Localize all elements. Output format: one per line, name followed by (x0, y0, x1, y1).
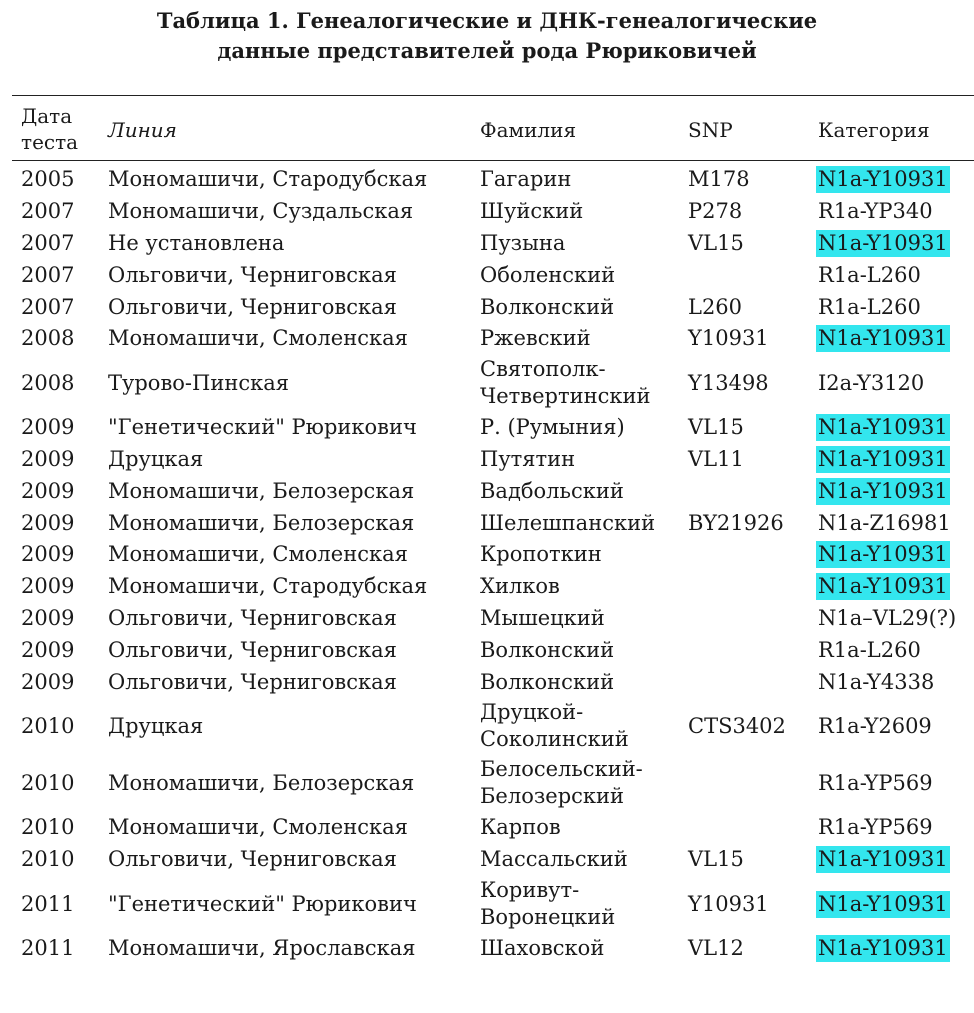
table-row (0, 355, 974, 412)
cell-line-text: Мономашичи, Белозерская (108, 510, 415, 535)
cell-line-text: Мономашичи, Белозерская (108, 770, 415, 795)
cell-line (108, 164, 427, 196)
cell-line-text: Ольговичи, Черниговская (108, 294, 397, 319)
cell-surname (480, 412, 625, 444)
cell-surname-lines (480, 541, 602, 568)
cell-year (21, 444, 74, 476)
cell-surname-lines (480, 846, 628, 873)
cell-snp-text: CTS3402 (688, 713, 786, 738)
cell-line (108, 259, 397, 291)
cell-surname-lines (480, 573, 560, 600)
cell-line (108, 933, 416, 965)
cell-surname-text: Кропоткин (480, 542, 602, 567)
cell-surname-lines (480, 166, 571, 193)
cell-surname-lines (480, 198, 583, 225)
header-category: Категория (818, 118, 930, 142)
cell-snp-text: VL15 (688, 230, 744, 255)
cell-category-text: R1a-L260 (818, 294, 921, 319)
cell-surname-text: Р. (Румыния) (480, 415, 625, 440)
cell-snp (688, 355, 769, 412)
cell-surname (480, 539, 602, 571)
cell-category (818, 812, 933, 844)
cell-surname-lines (480, 699, 629, 753)
cell-category (818, 444, 950, 476)
cell-year-text: 2009 (21, 637, 75, 662)
cell-category (818, 475, 950, 507)
cell-surname-text: Шуйский (480, 199, 584, 224)
cell-category-text: R1a-YP569 (818, 770, 933, 795)
table-row (0, 164, 974, 196)
cell-year-text: 2010 (21, 847, 75, 872)
cell-year (21, 291, 74, 323)
table-row (0, 755, 974, 812)
cell-snp (688, 323, 769, 355)
cell-surname-text: Четвертинский (480, 384, 651, 409)
cell-year (21, 698, 74, 755)
cell-line-text: Друцкая (108, 713, 204, 738)
table-row (0, 812, 974, 844)
cell-category (818, 634, 921, 666)
cell-line (108, 475, 414, 507)
header-line: Линия (108, 118, 177, 142)
cell-snp (688, 933, 744, 965)
table-row (0, 571, 974, 603)
cell-year-text: 2009 (21, 605, 75, 630)
cell-surname (480, 259, 615, 291)
cell-category (818, 259, 921, 291)
table-row (0, 323, 974, 355)
cell-surname (480, 812, 561, 844)
cell-surname-text: Соколинский (480, 727, 629, 752)
cell-surname-text: Ржевский (480, 326, 591, 351)
cell-line (108, 844, 397, 876)
cell-line (108, 571, 427, 603)
cell-category (818, 876, 950, 933)
cell-line-text: "Генетический" Рюрикович (108, 891, 417, 916)
table-row (0, 539, 974, 571)
cell-category-text: N1a–VL29(?) (818, 605, 957, 630)
cell-surname-lines (480, 877, 615, 931)
cell-snp (688, 412, 744, 444)
cell-year (21, 323, 74, 355)
table-row (0, 259, 974, 291)
table-row (0, 933, 974, 965)
cell-surname (480, 355, 650, 412)
cell-line (108, 876, 417, 933)
cell-year (21, 164, 74, 196)
cell-line (108, 412, 417, 444)
cell-surname (480, 755, 643, 812)
header-surname: Фамилия (480, 118, 577, 142)
cell-surname-text: Вадбольский (480, 478, 624, 503)
cell-category-text: R1a-L260 (818, 262, 921, 287)
table-row (0, 196, 974, 228)
cell-surname-lines (480, 478, 624, 505)
cell-year-text: 2011 (21, 891, 75, 916)
table-row (0, 507, 974, 539)
cell-surname-text: Друцкой- (480, 700, 584, 725)
table-row (0, 412, 974, 444)
cell-surname-lines (480, 935, 604, 962)
cell-year-text: 2009 (21, 415, 75, 440)
cell-category (818, 755, 933, 812)
cell-line (108, 698, 203, 755)
cell-line-text: Мономашичи, Смоленская (108, 326, 408, 351)
cell-year-text: 2010 (21, 713, 75, 738)
cell-year (21, 412, 74, 444)
cell-year-text: 2009 (21, 446, 75, 471)
cell-surname-text: Массальский (480, 847, 628, 872)
category-highlight: N1a-Y10931 (818, 847, 948, 872)
category-highlight: N1a-Y10931 (818, 574, 948, 599)
table-row (0, 844, 974, 876)
category-highlight: N1a-Y10931 (818, 326, 948, 351)
cell-line (108, 634, 397, 666)
cell-year (21, 259, 74, 291)
cell-line (108, 228, 284, 260)
cell-snp-text: VL11 (688, 446, 744, 471)
cell-line-text: Мономашичи, Стародубская (108, 167, 428, 192)
header-bottom-rule (12, 160, 974, 161)
category-highlight: N1a-Y10931 (818, 542, 948, 567)
cell-line-text: "Генетический" Рюрикович (108, 415, 417, 440)
cell-line-text: Друцкая (108, 446, 204, 471)
table-row (0, 666, 974, 698)
cell-year (21, 933, 74, 965)
cell-line-text: Мономашичи, Суздальская (108, 199, 414, 224)
cell-surname (480, 196, 583, 228)
cell-line-text: Мономашичи, Белозерская (108, 478, 415, 503)
cell-snp-text: Y10931 (688, 326, 769, 351)
table-row (0, 603, 974, 635)
cell-surname (480, 228, 565, 260)
cell-category (818, 507, 951, 539)
cell-year (21, 196, 74, 228)
cell-category-text: N1a-Z16981 (818, 510, 951, 535)
cell-year (21, 844, 74, 876)
table-row (0, 698, 974, 755)
cell-surname-text: Хилков (480, 574, 560, 599)
cell-snp-text: P278 (688, 199, 743, 224)
cell-year-text: 2009 (21, 574, 75, 599)
table-title (0, 6, 974, 66)
cell-snp (688, 507, 784, 539)
cell-category (818, 228, 950, 260)
cell-line-text: Мономашичи, Смоленская (108, 542, 408, 567)
cell-surname (480, 571, 560, 603)
cell-year (21, 355, 74, 412)
cell-line (108, 603, 397, 635)
cell-surname-lines (480, 356, 650, 410)
cell-snp-text: VL12 (688, 935, 744, 960)
cell-category (818, 844, 950, 876)
cell-surname-text: Карпов (480, 815, 561, 840)
cell-line (108, 444, 203, 476)
cell-surname-lines (480, 230, 565, 257)
cell-category-text: R1a-YP569 (818, 815, 933, 840)
cell-surname-text: Путятин (480, 446, 576, 471)
cell-surname-text: Воронецкий (480, 905, 616, 930)
cell-category (818, 539, 950, 571)
cell-snp (688, 444, 744, 476)
cell-surname-lines (480, 262, 615, 289)
cell-surname-text: Шелешпанский (480, 510, 656, 535)
table-row (0, 228, 974, 260)
cell-year (21, 539, 74, 571)
cell-line (108, 196, 413, 228)
cell-surname-lines (480, 669, 614, 696)
table-body (0, 164, 974, 964)
table-row (0, 475, 974, 507)
cell-category-text: R1a-L260 (818, 637, 921, 662)
category-highlight: N1a-Y10931 (818, 891, 948, 916)
cell-line (108, 539, 408, 571)
cell-category (818, 412, 950, 444)
table-top-rule (12, 95, 974, 96)
cell-year-text: 2010 (21, 770, 75, 795)
cell-year-text: 2009 (21, 542, 75, 567)
cell-surname-text: Гагарин (480, 167, 572, 192)
cell-snp-text: L260 (688, 294, 743, 319)
cell-year (21, 228, 74, 260)
cell-category (818, 196, 933, 228)
cell-surname (480, 164, 571, 196)
cell-line (108, 666, 397, 698)
cell-surname-lines (480, 637, 614, 664)
cell-surname (480, 698, 629, 755)
cell-year (21, 507, 74, 539)
cell-line-text: Ольговичи, Черниговская (108, 605, 397, 630)
cell-surname-lines (480, 756, 643, 810)
cell-year (21, 603, 74, 635)
cell-year-text: 2007 (21, 230, 75, 255)
cell-surname (480, 603, 605, 635)
cell-year (21, 475, 74, 507)
cell-category (818, 698, 932, 755)
cell-surname-text: Волконский (480, 637, 615, 662)
cell-snp-text: M178 (688, 167, 750, 192)
table-row (0, 444, 974, 476)
cell-category (818, 666, 934, 698)
cell-line (108, 355, 289, 412)
cell-year-text: 2007 (21, 199, 75, 224)
category-highlight: N1a-Y10931 (818, 478, 948, 503)
cell-category (818, 571, 950, 603)
cell-surname-text: Оболенский (480, 262, 616, 287)
header-snp: SNP (688, 118, 733, 142)
cell-line-text: Мономашичи, Стародубская (108, 574, 428, 599)
category-highlight: N1a-Y10931 (818, 230, 948, 255)
cell-year-text: 2009 (21, 669, 75, 694)
cell-surname-text: Волконский (480, 669, 615, 694)
cell-surname (480, 323, 591, 355)
cell-year (21, 666, 74, 698)
cell-surname (480, 634, 614, 666)
cell-line-text: Ольговичи, Черниговская (108, 262, 397, 287)
cell-line (108, 755, 414, 812)
cell-snp (688, 291, 742, 323)
cell-surname-text: Мышецкий (480, 605, 605, 630)
cell-surname (480, 507, 655, 539)
cell-line-text: Не установлена (108, 230, 285, 255)
cell-year-text: 2011 (21, 935, 75, 960)
cell-year (21, 755, 74, 812)
table-row (0, 876, 974, 933)
category-highlight: N1a-Y10931 (818, 935, 948, 960)
cell-year-text: 2009 (21, 478, 75, 503)
cell-surname-lines (480, 605, 605, 632)
cell-surname-text: Коривут- (480, 878, 580, 903)
cell-snp (688, 698, 786, 755)
cell-category (818, 323, 950, 355)
header-date (21, 103, 78, 155)
cell-surname (480, 844, 628, 876)
table-row (0, 291, 974, 323)
header-date-line-2: теста (21, 130, 79, 154)
cell-category (818, 291, 921, 323)
cell-surname-lines (480, 294, 614, 321)
cell-surname-lines (480, 446, 575, 473)
cell-line-text: Мономашичи, Ярославская (108, 935, 416, 960)
cell-surname-text: Пузына (480, 230, 566, 255)
cell-surname (480, 444, 575, 476)
cell-line (108, 291, 397, 323)
cell-category (818, 355, 924, 412)
cell-surname-lines (480, 414, 625, 441)
cell-year-text: 2007 (21, 262, 75, 287)
cell-surname-text: Святополк- (480, 357, 606, 382)
cell-year (21, 812, 74, 844)
cell-surname-text: Белосельский- (480, 757, 643, 782)
cell-year-text: 2007 (21, 294, 75, 319)
cell-line (108, 812, 408, 844)
category-highlight: N1a-Y10931 (818, 415, 948, 440)
cell-surname-lines (480, 325, 591, 352)
cell-category-text: I2a-Y3120 (818, 370, 925, 395)
cell-snp-text: VL15 (688, 847, 744, 872)
cell-surname (480, 291, 614, 323)
cell-snp (688, 164, 750, 196)
cell-year-text: 2009 (21, 510, 75, 535)
cell-line-text: Ольговичи, Черниговская (108, 847, 397, 872)
cell-snp-text: BY21926 (688, 510, 784, 535)
category-highlight: N1a-Y10931 (818, 167, 948, 192)
cell-year (21, 876, 74, 933)
cell-surname (480, 475, 624, 507)
cell-snp (688, 876, 769, 933)
cell-surname (480, 933, 604, 965)
cell-surname (480, 876, 615, 933)
cell-surname-text: Шаховской (480, 935, 605, 960)
cell-surname (480, 666, 614, 698)
category-highlight: N1a-Y10931 (818, 446, 948, 471)
cell-snp (688, 844, 744, 876)
cell-snp-text: VL15 (688, 415, 744, 440)
cell-line-text: Ольговичи, Черниговская (108, 669, 397, 694)
cell-year-text: 2008 (21, 326, 75, 351)
table-title-line-1: Таблица 1. Генеалогические и ДНК-генеалогические (156, 8, 818, 33)
cell-snp-text: Y10931 (688, 891, 769, 916)
cell-year-text: 2005 (21, 167, 75, 192)
cell-snp (688, 196, 742, 228)
cell-category-text: R1a-YP340 (818, 199, 933, 224)
cell-surname-text: Белозерский (480, 784, 625, 809)
cell-category (818, 603, 956, 635)
cell-year-text: 2010 (21, 815, 75, 840)
cell-surname-text: Волконский (480, 294, 615, 319)
cell-snp-text: Y13498 (688, 370, 769, 395)
cell-snp (688, 228, 744, 260)
cell-surname-lines (480, 510, 655, 537)
table-title-line-2: данные представителей рода Рюриковичей (217, 38, 757, 63)
cell-line-text: Мономашичи, Смоленская (108, 815, 408, 840)
cell-year (21, 634, 74, 666)
cell-category (818, 933, 950, 965)
header-date-line-1: Дата (21, 104, 73, 128)
cell-line-text: Турово-Пинская (108, 370, 289, 395)
cell-line (108, 323, 408, 355)
cell-year-text: 2008 (21, 370, 75, 395)
cell-year (21, 571, 74, 603)
cell-surname-lines (480, 814, 561, 841)
cell-category-text: N1a-Y4338 (818, 669, 935, 694)
cell-line-text: Ольговичи, Черниговская (108, 637, 397, 662)
table-row (0, 634, 974, 666)
cell-category (818, 164, 950, 196)
cell-category-text: R1a-Y2609 (818, 713, 932, 738)
cell-line (108, 507, 414, 539)
